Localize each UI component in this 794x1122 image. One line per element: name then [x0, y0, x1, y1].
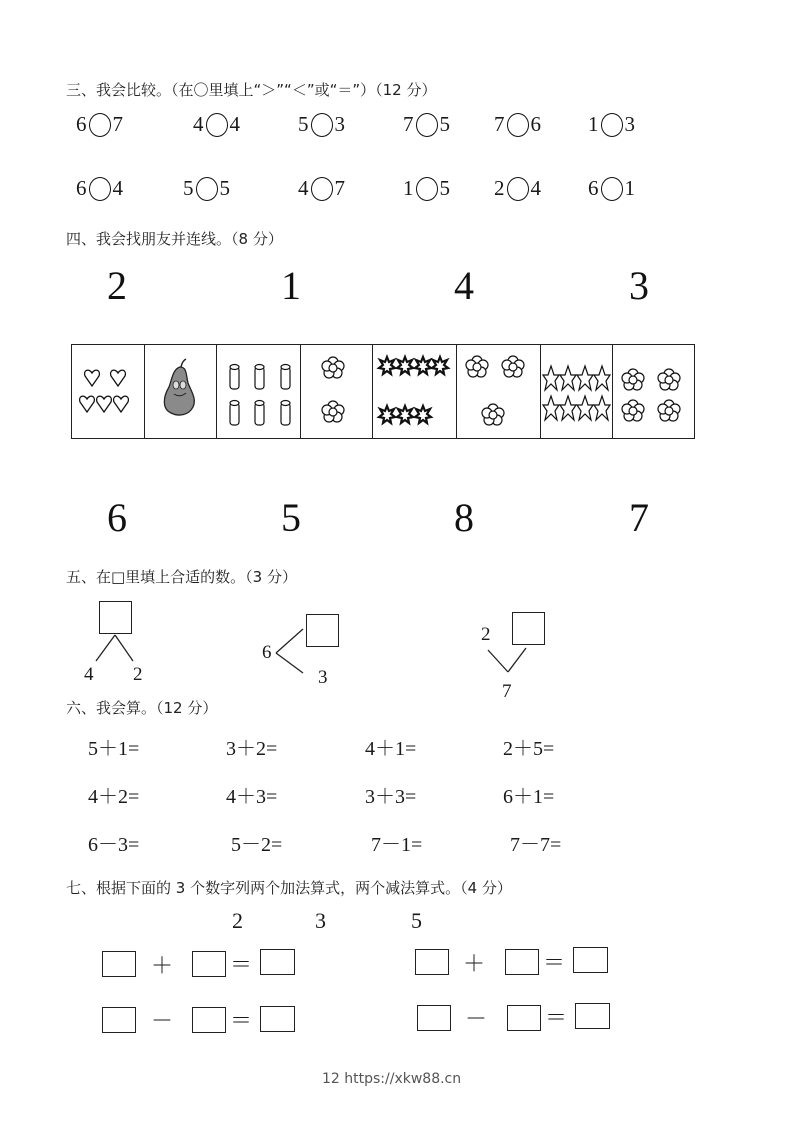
cylinder-icon — [217, 345, 301, 437]
equation[interactable]: 5－2= — [231, 834, 283, 856]
part-number: 2 — [481, 624, 491, 645]
top-number[interactable]: 3 — [629, 263, 649, 308]
compare-item — [298, 112, 345, 137]
answer-box[interactable] — [512, 612, 545, 645]
section6-title: 六、我会算。（12 分） — [66, 699, 218, 717]
cell-flowers-3[interactable] — [457, 345, 541, 439]
branch-lines — [90, 634, 150, 664]
right-number: 5 — [439, 176, 450, 200]
answer-circle[interactable] — [416, 177, 438, 201]
answer-circle[interactable] — [206, 113, 228, 137]
answer-box[interactable] — [507, 1005, 541, 1031]
cell-pear[interactable] — [145, 345, 217, 439]
right-number: 7 — [334, 176, 345, 200]
answer-circle[interactable] — [416, 113, 438, 137]
heart-icon — [72, 345, 144, 437]
left-number: 7 — [494, 112, 505, 136]
cell-stars[interactable] — [541, 345, 613, 439]
answer-circle[interactable] — [311, 113, 333, 137]
right-number: 6 — [530, 112, 541, 136]
answer-circle[interactable] — [311, 177, 333, 201]
left-number: 7 — [403, 112, 414, 136]
equation[interactable]: 7－7= — [510, 834, 562, 856]
minus-sign: － — [151, 1008, 174, 1033]
answer-box[interactable] — [415, 949, 449, 975]
right-number: 3 — [624, 112, 635, 136]
right-number: 3 — [334, 112, 345, 136]
bottom-number[interactable]: 8 — [454, 495, 474, 540]
compare-item — [298, 176, 345, 201]
branch-lines — [272, 625, 312, 675]
cell-hearts[interactable] — [72, 345, 145, 439]
answer-circle[interactable] — [89, 113, 111, 137]
cell-suns[interactable] — [373, 345, 457, 439]
left-number: 6 — [76, 112, 87, 136]
plus-sign: ＋ — [151, 953, 174, 978]
answer-circle[interactable] — [507, 177, 529, 201]
section5-title: 五、在□里填上合适的数。（3 分） — [66, 568, 297, 586]
left-number: 1 — [588, 112, 599, 136]
answer-box[interactable] — [102, 1007, 136, 1033]
answer-box[interactable] — [505, 949, 539, 975]
answer-box[interactable] — [260, 1006, 295, 1032]
whole-number: 6 — [262, 642, 272, 663]
equation[interactable]: 5＋1= — [88, 738, 140, 760]
left-number: 4 — [193, 112, 204, 136]
right-number: 1 — [624, 176, 635, 200]
answer-circle[interactable] — [601, 113, 623, 137]
sun-icon — [373, 345, 457, 437]
answer-box[interactable] — [260, 949, 295, 975]
compare-item — [183, 176, 230, 201]
flower-icon — [457, 345, 541, 437]
equation[interactable]: 3＋2= — [226, 738, 278, 760]
left-number: 4 — [298, 176, 309, 200]
answer-circle[interactable] — [89, 177, 111, 201]
left-number: 2 — [494, 176, 505, 200]
answer-box[interactable] — [102, 951, 136, 977]
cell-cylinders[interactable] — [217, 345, 301, 439]
compare-item — [76, 112, 123, 137]
star-icon — [541, 345, 613, 437]
equation[interactable]: 4＋2= — [88, 786, 140, 808]
part-number: 4 — [84, 664, 94, 685]
equation[interactable]: 3＋3= — [365, 786, 417, 808]
right-number: 4 — [112, 176, 123, 200]
top-number[interactable]: 1 — [281, 263, 301, 308]
page-footer: 12 https://xkw88.cn — [322, 1071, 462, 1087]
answer-box[interactable] — [575, 1003, 610, 1029]
equals-sign: ＝ — [230, 1008, 253, 1033]
compare-row-2 — [0, 176, 794, 206]
picture-table — [71, 344, 695, 439]
cell-flowers-4[interactable] — [613, 345, 696, 439]
part-number: 2 — [133, 664, 143, 685]
flower-icon — [301, 345, 373, 437]
equation[interactable]: 4＋3= — [226, 786, 278, 808]
compare-row-1 — [0, 112, 794, 142]
left-number: 1 — [403, 176, 414, 200]
answer-box[interactable] — [573, 947, 608, 973]
right-number: 4 — [229, 112, 240, 136]
left-number: 6 — [588, 176, 599, 200]
branch-lines — [484, 645, 534, 675]
answer-box[interactable] — [99, 601, 132, 634]
equals-sign: ＝ — [230, 952, 253, 977]
answer-box[interactable] — [192, 1007, 226, 1033]
left-number: 6 — [76, 176, 87, 200]
compare-item — [403, 112, 450, 137]
top-number[interactable]: 4 — [454, 263, 474, 308]
section7-title: 七、根据下面的 3 个数字列两个加法算式，两个减法算式。（4 分） — [66, 879, 512, 897]
cell-flowers-2[interactable] — [301, 345, 373, 439]
left-number: 5 — [183, 176, 194, 200]
right-number: 7 — [112, 112, 123, 136]
answer-box[interactable] — [192, 951, 226, 977]
answer-box[interactable] — [417, 1005, 451, 1031]
compare-item — [76, 176, 123, 201]
bottom-number[interactable]: 7 — [629, 495, 649, 540]
plus-sign: ＋ — [463, 951, 486, 976]
right-number: 4 — [530, 176, 541, 200]
given-number: 2 — [232, 908, 243, 933]
compare-item — [494, 112, 541, 137]
compare-item — [403, 176, 450, 201]
answer-circle[interactable] — [507, 113, 529, 137]
equation[interactable]: 6＋1= — [503, 786, 555, 808]
equation[interactable]: 7－1= — [371, 834, 423, 856]
given-number: 3 — [315, 908, 326, 933]
compare-item — [193, 112, 240, 137]
equals-sign: ＝ — [543, 950, 566, 975]
minus-sign: － — [465, 1006, 488, 1031]
given-number: 5 — [411, 908, 422, 933]
section4-title: 四、我会找朋友并连线。（8 分） — [66, 230, 283, 248]
top-number[interactable]: 2 — [107, 263, 127, 308]
equation[interactable]: 2＋5= — [503, 738, 555, 760]
flower-icon — [613, 345, 695, 437]
whole-number: 7 — [502, 681, 512, 702]
answer-circle[interactable] — [196, 177, 218, 201]
equals-sign: ＝ — [545, 1005, 568, 1030]
equation[interactable]: 4＋1= — [365, 738, 417, 760]
section3-title: 三、我会比较。（在〇里填上“＞”“＜”或“＝”）（12 分） — [66, 81, 437, 99]
part-number: 3 — [318, 667, 328, 688]
bottom-number[interactable]: 5 — [281, 495, 301, 540]
compare-item — [588, 112, 635, 137]
right-number: 5 — [439, 112, 450, 136]
answer-circle[interactable] — [601, 177, 623, 201]
equation[interactable]: 6－3= — [88, 834, 140, 856]
left-number: 5 — [298, 112, 309, 136]
pear-icon — [145, 345, 215, 437]
right-number: 5 — [219, 176, 230, 200]
compare-item — [588, 176, 635, 201]
compare-item — [494, 176, 541, 201]
bottom-number[interactable]: 6 — [107, 495, 127, 540]
